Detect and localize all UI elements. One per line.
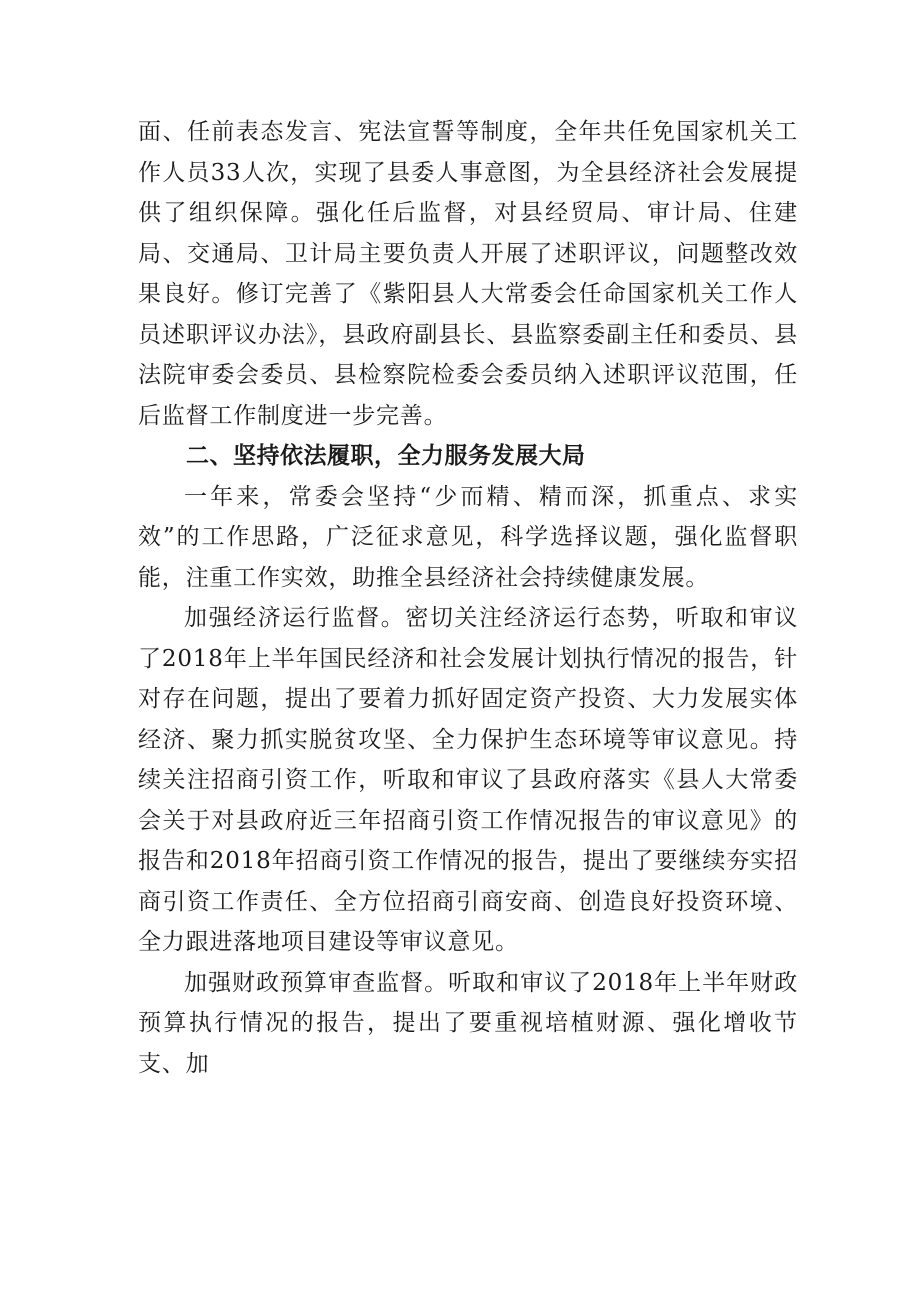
body-paragraph-4: 加强财政预算审查监督。听取和审议了2018年上半年财政预算执行情况的报告，提出了要重视培植财源、强化增收节支、加	[138, 969, 798, 1077]
body-paragraph-2: 一年来，常委会坚持“少而精、精而深，抓重点、求实效”的工作思路，广泛征求意见，科学选择议题，强化监督职能，注重工作实效，助推全县经济社会持续健康发展。	[138, 483, 798, 591]
section-heading: 二、坚持依法履职，全力服务发展大局	[186, 443, 586, 469]
body-paragraph-3: 加强经济运行监督。密切关注经济运行态势，听取和审议了2018年上半年国民经济和社会发展计划执行情况的报告，针对存在问题，提出了要着力抓好固定资产投资、大力发展实体经济、聚力抓实脱贫攻坚、全力保护生态环境等审议意见。持续关注招商引资工作，听取和审议了县政府落实《县人大常委会关于对县政府近三年招商引资工作情况报告的审议意见》的报告和2018年招商引资工作情况的报告，提出了要继续夯实招商引资工作责任、全方位招商引商安商、创造良好投资环境、全力跟进落地项目建设等审议意见。	[138, 605, 798, 955]
document-body	[138, 112, 798, 1084]
body-paragraph-1: 面、任前表态发言、宪法宣誓等制度，全年共任免国家机关工作人员33人次，实现了县委人事意图，为全县经济社会发展提供了组织保障。强化任后监督，对县经贸局、审计局、住建局、交通局、卫计局主要负责人开展了述职评议，问题整改效果良好。修订完善了《紫阳县人大常委会任命国家机关工作人员述职评议办法》，县政府副县长、县监察委副主任和委员、县法院审委会委员、县检察院检委会委员纳入述职评议范围，任后监督工作制度进一步完善。	[138, 119, 798, 429]
